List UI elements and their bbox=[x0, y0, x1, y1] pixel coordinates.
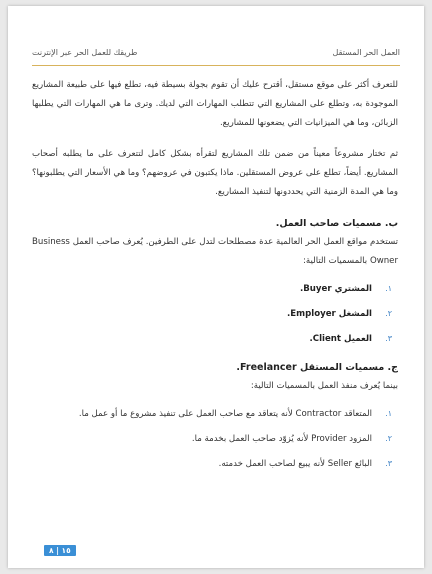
page-number-badge: ١٥ | ٨ bbox=[44, 545, 76, 556]
freelancer-terms-list bbox=[32, 407, 398, 471]
list-number: ١. bbox=[385, 284, 392, 293]
list-number: ٢. bbox=[385, 434, 392, 443]
list-item bbox=[32, 307, 398, 321]
running-header bbox=[32, 48, 400, 62]
list-text: المتعاقد Contractor لأنه يتعاقد مع صاحب العمل على تنفيذ مشروع ما أو عمل ما. bbox=[78, 409, 372, 419]
list-item bbox=[32, 282, 398, 296]
list-text: العميل Client. bbox=[309, 334, 372, 344]
list-item bbox=[32, 432, 398, 446]
header-section-title: العمل الحر المستقل bbox=[332, 48, 400, 57]
page-body bbox=[32, 76, 398, 482]
list-text: المزود Provider لأنه يُزوّد صاحب العمل بخدمة ما. bbox=[191, 434, 372, 444]
paragraph-2: ثم تختار مشروعاً معيناً من ضمن تلك المشاريع لتقرأه بشكل كامل لتتعرف على ما يطلبه أصحاب المشاريع. أيضاً، تطلع على عروض المستقلين. ماذا يكتبون في عروضهم؟ وما هي الأسعار التي يطلبونها؟ وما هي المدة الزمنية التي يحددونها لتنفيذ المشاريع. bbox=[32, 149, 398, 197]
section-b-heading: ب. مسميات صاحب العمل. bbox=[275, 218, 398, 229]
list-text: البائع Seller لأنه يبيع لصاحب العمل خدمته. bbox=[218, 459, 372, 469]
list-number: ٣. bbox=[385, 459, 392, 468]
section-c-intro: بينما يُعرف منفذ العمل بالمسميات التالية: bbox=[250, 381, 398, 391]
list-number: ٢. bbox=[385, 309, 392, 318]
list-number: ١. bbox=[385, 409, 392, 418]
list-text: المشغل Employer. bbox=[287, 309, 372, 319]
list-item bbox=[32, 457, 398, 471]
header-book-title: طريقك للعمل الحر عبر الإنترنت bbox=[32, 48, 138, 57]
section-b-intro: تستخدم مواقع العمل الحر العالمية عدة مصطلحات لتدل على الطرفين. يُعرف صاحب العمل Business Owner بالمسميات التالية: bbox=[32, 237, 398, 266]
list-item bbox=[32, 332, 398, 346]
list-text: المشتري Buyer. bbox=[299, 284, 372, 294]
employer-terms-list bbox=[32, 282, 398, 346]
paragraph-1: للتعرف أكثر على موقع مستقل، أقترح عليك أن تقوم بجولة بسيطة فيه، تطلع فيها على طبيعة المشاريع الموجودة به، وتطلع على المشاريع التي تتطلب المهارات التي لديك. وترى ما هي المهارات التي يطلبها الزبائن، وما هي الميزانيات التي يضعونها للمشاريع. bbox=[32, 80, 398, 128]
section-c-heading: ج. مسميات المستقل Freelancer. bbox=[236, 362, 398, 373]
list-item bbox=[32, 407, 398, 421]
header-divider bbox=[32, 65, 400, 66]
document-page bbox=[8, 6, 424, 568]
list-number: ٣. bbox=[385, 334, 392, 343]
